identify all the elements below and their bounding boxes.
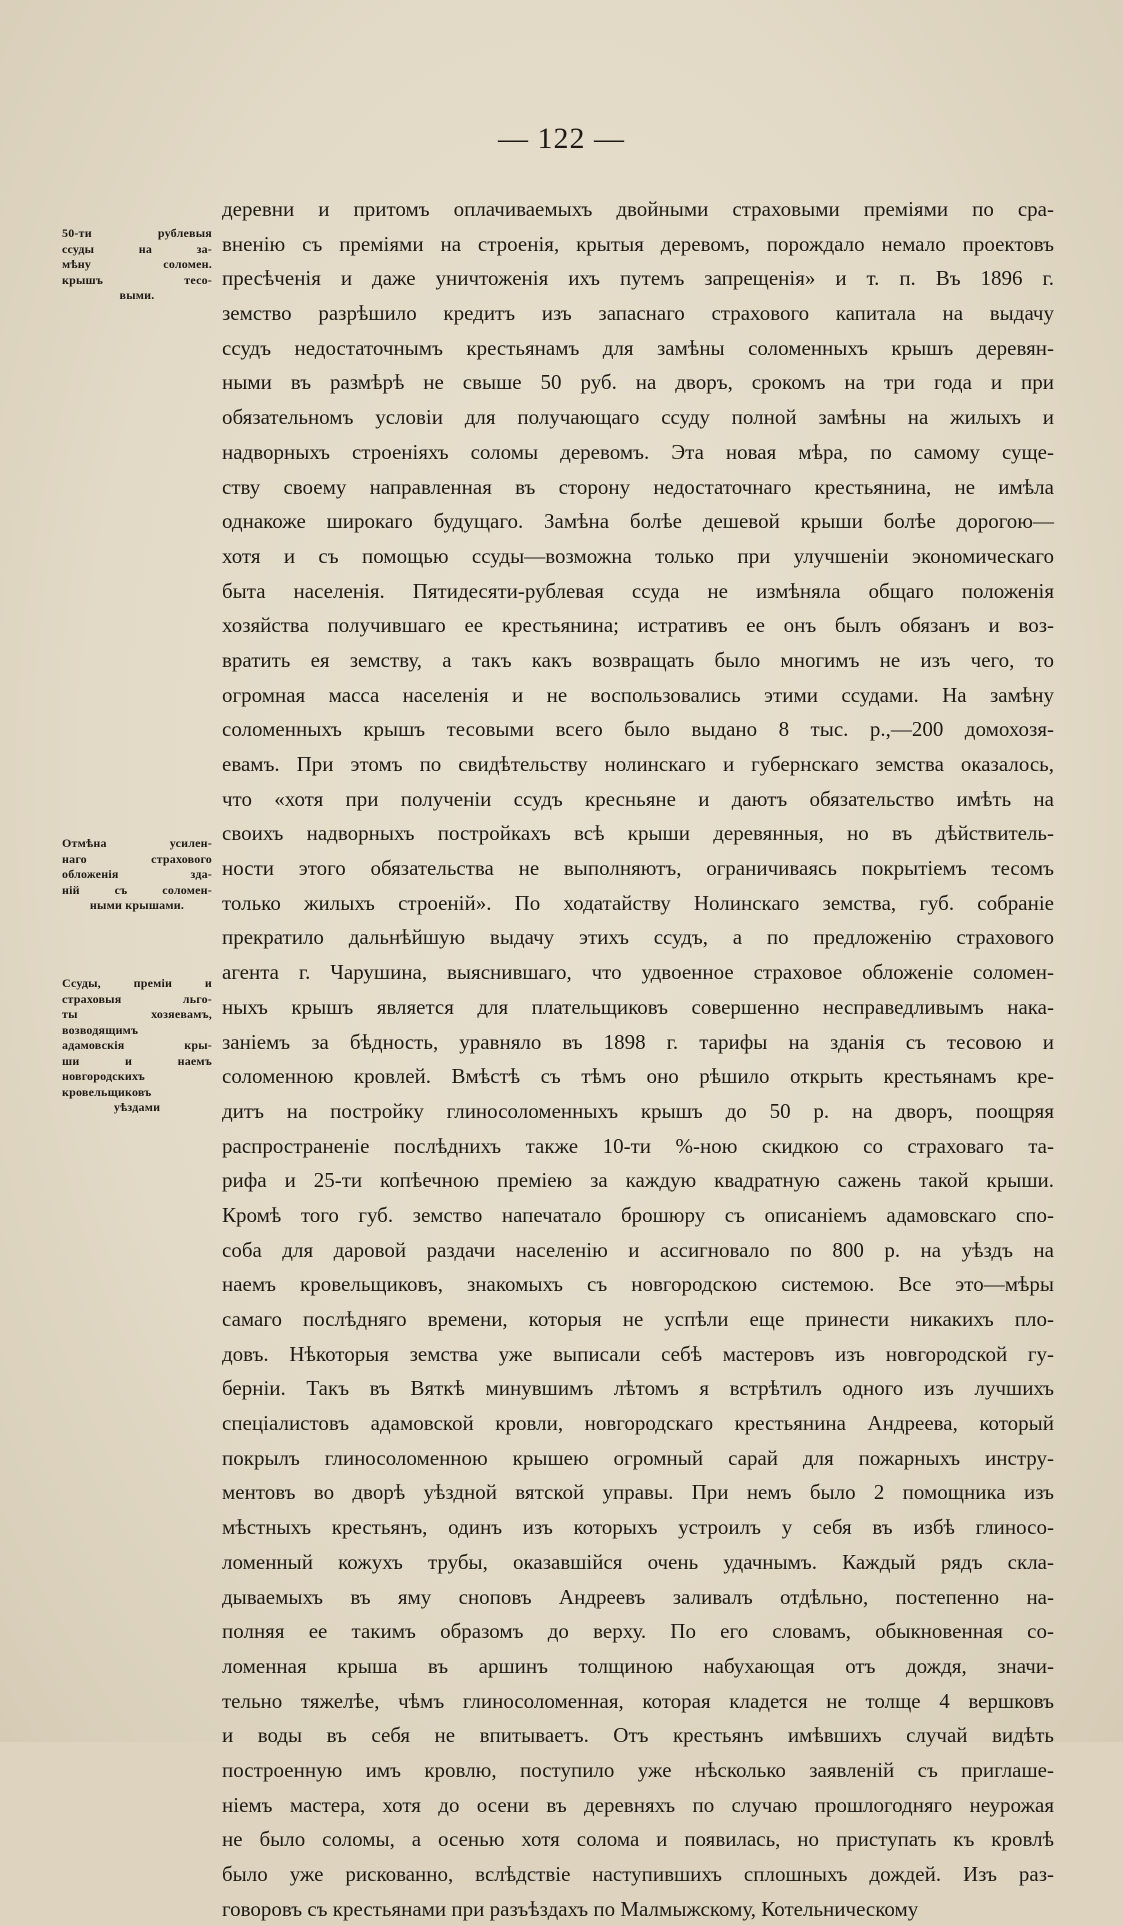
page-number: — 122 —	[498, 122, 625, 155]
text-line: огромная масса населенія и не воспользовались этими ссудами. На замѣну	[222, 682, 1054, 707]
text-line: довъ. Нѣкоторыя земства уже выписали себѣ мастеровъ изъ новгородской гу-	[222, 1341, 1054, 1366]
margin-note-line: кровельщиковъ	[62, 1084, 152, 1099]
margin-note-line: мѣну соломен.	[62, 257, 212, 271]
text-line: самаго послѣдняго времени, которыя не успѣли еще принести никакихъ пло-	[222, 1307, 1054, 1331]
margin-note-line: Ссуды, преміи и	[62, 976, 212, 990]
margin-note	[62, 976, 212, 1116]
text-line: только жилыхъ строеній». По ходатайству Нолинскаго земства, губ. собраніе	[222, 890, 1054, 915]
text-line: построенную имъ кровлю, поступило уже нѣсколько заявленій съ приглаше-	[222, 1757, 1054, 1782]
text-line: ломенный кожухъ трубы, оказавшійся очень удачнымъ. Каждый рядъ скла-	[222, 1549, 1054, 1574]
text-line: деревни и притомъ оплачиваемыхъ двойными страховыми преміями по сра-	[222, 197, 1054, 221]
margin-note-line: выми.	[119, 288, 155, 302]
text-line: дываемыхъ въ яму сноповъ Андреевъ заливалъ отдѣльно, постепенно на-	[222, 1584, 1054, 1609]
text-line: вненію съ преміями на строенія, крытыя деревомъ, порождало немало проектовъ	[222, 231, 1054, 256]
margin-note-line: новгородскихъ	[62, 1069, 145, 1083]
text-line: ломенная крыша въ аршинъ толщиною набухающая отъ дождя, значи-	[222, 1653, 1054, 1678]
text-line: своихъ надворныхъ постройкахъ всѣ крыши деревянныя, но въ дѣйствитель-	[222, 821, 1054, 846]
text-line: покрылъ глиносоломенною крышею огромный сарай для пожарныхъ инстру-	[222, 1445, 1054, 1470]
text-line: Кромѣ того губ. земство напечатало брошюру съ описаніемъ адамовскаго спо-	[222, 1202, 1054, 1227]
text-line: однакоже широкаго будущаго. Замѣна болѣе дешевой крыши болѣе дорогою—	[222, 509, 1054, 534]
text-line: хозяйства получившаго ее крестьянина; истративъ ее онъ былъ обязанъ и воз-	[222, 613, 1054, 638]
margin-note	[62, 226, 212, 304]
text-line: полняя ее такимъ образомъ до верху. По его словамъ, обыкновенная со-	[222, 1619, 1054, 1644]
margin-note-line: наго страхового	[62, 851, 212, 866]
text-line: ности этого обязательства не выполняютъ, ограничиваясь покрытіемъ тесомъ	[222, 856, 1054, 881]
text-line: ніемъ мастера, хотя до осени въ деревняхъ по случаю прошлогодняго неурожая	[222, 1792, 1054, 1817]
text-line: и воды въ себя не впитываетъ. Отъ крестьянъ имѣвшихъ случай видѣть	[222, 1723, 1054, 1748]
text-line: вратить ея земству, а такъ какъ возвращать было многимъ не изъ чего, то	[222, 647, 1054, 672]
text-line: ментовъ во дворѣ уѣздной вятской управы. При немъ было 2 помощника изъ	[222, 1480, 1054, 1505]
text-line: заніемъ за бѣдность, уравняло въ 1898 г. тарифы на зданія съ тесовою и	[222, 1029, 1054, 1054]
text-line: спеціалистовъ адамовской кровли, новгородскаго крестьянина Андреева, который	[222, 1411, 1054, 1436]
text-line: мѣстныхъ крестьянъ, одинъ изъ которыхъ устроилъ у себя въ избѣ глиносо-	[222, 1515, 1054, 1540]
margin-note-line: ній съ соломен-	[62, 882, 212, 897]
margin-note-line: 50-ти рублевыя	[62, 226, 212, 240]
text-line: хотя и съ помощью ссуды—возможна только при улучшеніи экономическаго	[222, 543, 1054, 568]
text-line: рифа и 25-ти копѣечною преміею за каждую квадратную сажень такой крыши.	[222, 1168, 1054, 1193]
margin-note-line: ши и наемъ	[62, 1053, 212, 1068]
text-line: распространеніе послѣднихъ также 10-ти %-ною скидкою со страховаго та-	[222, 1133, 1054, 1158]
text-line: берніи. Такъ въ Вяткѣ минувшимъ лѣтомъ я встрѣтилъ одного изъ лучшихъ	[222, 1376, 1054, 1401]
text-line: ссудъ недостаточнымъ крестьянамъ для замѣны соломенныхъ крышъ деревян-	[222, 335, 1054, 360]
margin-note-line: ты хозяевамъ,	[62, 1007, 212, 1021]
margin-note	[62, 836, 212, 914]
text-line: евамъ. При этомъ по свидѣтельству нолинскаго и губернскаго земства оказалось,	[222, 752, 1054, 776]
text-line: соломенныхъ крышъ тесовыми всего было выдано 8 тыс. р.,—200 домохозя-	[222, 717, 1054, 742]
text-line: земство разрѣшило кредитъ изъ запаснаго страхового капитала на выдачу	[222, 301, 1054, 326]
margin-note-line: ными крышами.	[89, 898, 185, 912]
margin-note-line: крышъ тесо-	[62, 272, 212, 287]
text-line: было уже рискованно, вслѣдствіе наступившихъ сплошныхъ дождей. Изъ раз-	[222, 1862, 1054, 1886]
text-line: не было соломы, а осенью хотя солома и появилась, но приступать къ кровлѣ	[222, 1827, 1054, 1852]
margin-note-line: обложенія зда-	[62, 867, 212, 881]
margin-note-line: уѣздами	[113, 1100, 161, 1114]
margin-note-line: ссуды на за-	[62, 241, 212, 256]
text-line: соба для даровой раздачи населенію и ассигновало по 800 р. на уѣздъ на	[222, 1237, 1054, 1262]
text-line: соломенною кровлей. Вмѣстѣ съ тѣмъ оно рѣшило открыть крестьянамъ кре-	[222, 1064, 1054, 1089]
text-line: тельно тяжелѣе, чѣмъ глиносоломенная, которая кладется не толще 4 вершковъ	[222, 1688, 1054, 1713]
text-line: надворныхъ строеніяхъ соломы деревомъ. Эта новая мѣра, по самому суще-	[222, 439, 1054, 464]
text-line: дитъ на постройку глиносоломенныхъ крышъ до 50 р. на дворъ, поощряя	[222, 1098, 1054, 1123]
text-line: обязательномъ условіи для получающаго ссуду полной замѣны на жилыхъ и	[222, 405, 1054, 430]
text-line: ству своему направленная въ сторону недостаточнаго крестьянина, не имѣла	[222, 474, 1054, 499]
margin-note-line: адамовскія кры-	[62, 1038, 212, 1052]
text-line: ныхъ крышъ является для плательщиковъ совершенно несправедливымъ нака-	[222, 994, 1054, 1019]
text-line: быта населенія. Пятидесяти-рублевая ссуда не измѣняла общаго положенія	[222, 578, 1054, 603]
margin-note-line: Отмѣна усилен-	[62, 836, 212, 850]
margin-note-line: возводящимъ	[62, 1022, 139, 1037]
text-line: наемъ кровельщиковъ, знакомыхъ съ новгородскою системою. Все это—мѣры	[222, 1272, 1054, 1297]
text-line: что «хотя при полученіи ссудъ кресньяне и даютъ обязательство имѣть на	[222, 786, 1054, 811]
text-line: пресѣченія и даже уничтоженія ихъ путемъ запрещенія» и т. п. Въ 1896 г.	[222, 266, 1054, 291]
body-text	[222, 192, 1054, 1926]
margin-note-line: страховыя льго-	[62, 991, 212, 1006]
text-line: агента г. Чарушина, выяснившаго, что удвоенное страховое обложеніе соломен-	[222, 960, 1054, 985]
text-line: говоровъ съ крестьянами при разъѣздахъ по Малмыжскому, Котельническому	[222, 1896, 919, 1921]
text-line: прекратило дальнѣйшую выдачу этихъ ссудъ, а по предложенію страхового	[222, 925, 1054, 950]
text-line: ными въ размѣрѣ не свыше 50 руб. на дворъ, срокомъ на три года и при	[222, 370, 1054, 395]
